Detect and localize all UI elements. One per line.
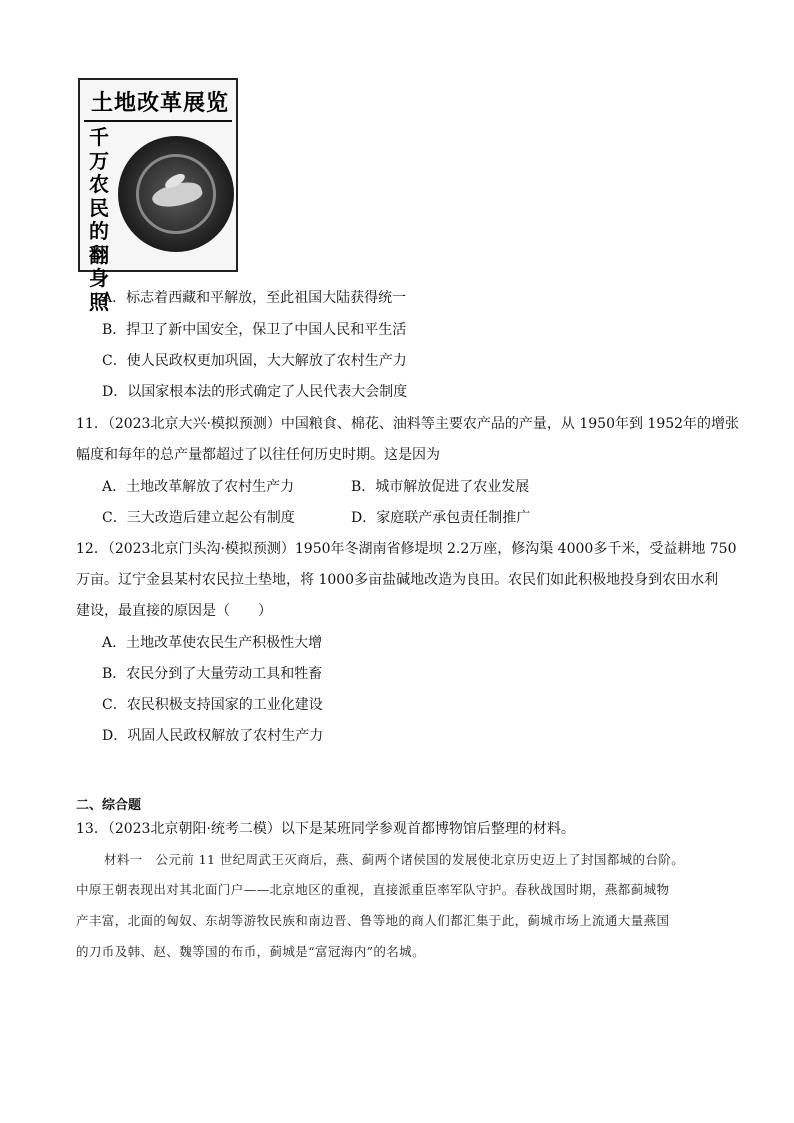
q13-material-line2: 中原王朝表现出对其北面门户——北京地区的重视，直接派重臣率军队守护。春秋战国时期，燕都蓟城物 [76,882,670,897]
q13-material-line1: 材料一 公元前 11 世纪周武王灭商后，燕、蓟两个诸侯国的发展使北京历史迈上了封国都城的台阶。 [104,852,685,867]
q12-option-a: A．土地改革使农民生产积极性大增 [102,635,323,651]
q10-option-c: C．使人民政权更加巩固，大大解放了农村生产力 [102,353,407,369]
q10-option-b: B．捍卫了新中国安全，保卫了中国人民和平生活 [102,322,407,338]
q11-option-d: D．家庭联产承包责任制推广 [351,510,531,526]
land-reform-poster-image [78,78,238,314]
q11-stem-line1: 11．（2023北京大兴·模拟预测）中国粮食、棉花、油料等主要农产品的产量，从 1950年到 1952年的增张 [76,416,740,432]
poster-divider [84,120,232,122]
q12-option-b: B．农民分到了大量劳动工具和牲畜 [102,666,323,682]
q13-stem: 13．（2023北京朝阳·统考二模）以下是某班同学参观首都博物馆后整理的材料。 [76,821,575,837]
q12-option-d: D．巩固人民政权解放了农村生产力 [102,728,324,744]
q11-stem-line2: 幅度和每年的总产量都超过了以往任何历史时期。这是因为 [76,447,440,463]
poster-caption: 千万农民的翻身照 [89,125,109,314]
q12-stem-line2: 万亩。辽宁金县某村农民拉土垫地，将 1000多亩盐碱地改造为良田。农民们如此积极地投身到农田水利 [76,572,719,588]
q12-stem-line3: 建设，最直接的原因是（ ） [76,603,272,619]
poster-title: 土地改革展览 [90,91,229,116]
q13-material-line3: 产丰富，北面的匈奴、东胡等游牧民族和南边晋、鲁等地的商人们都汇集于此，蓟城市场上流通大量燕国 [76,913,670,928]
q10-option-d: D．以国家根本法的形式确定了人民代表大会制度 [102,384,408,400]
q10-option-a: A．标志着西藏和平解放，至此祖国大陆获得统一 [102,290,407,306]
section-heading: 二、综合题 [76,798,142,813]
q11-option-c: C．三大改造后建立起公有制度 [102,510,295,526]
poster-emblem [118,136,234,252]
q11-option-b: B．城市解放促进了农业发展 [351,479,530,495]
q13-material-line4: 的刀币及韩、赵、魏等国的布币，蓟城是“富冠海内”的名城。 [76,944,425,959]
q12-option-c: C．农民积极支持国家的工业化建设 [102,697,323,713]
q12-stem-line1: 12．（2023北京门头沟·模拟预测）1950年冬湖南省修堤坝 2.2万座，修沟渠 4000多千米，受益耕地 750 [76,541,737,557]
q11-option-a: A．土地改革解放了农村生产力 [102,479,295,495]
